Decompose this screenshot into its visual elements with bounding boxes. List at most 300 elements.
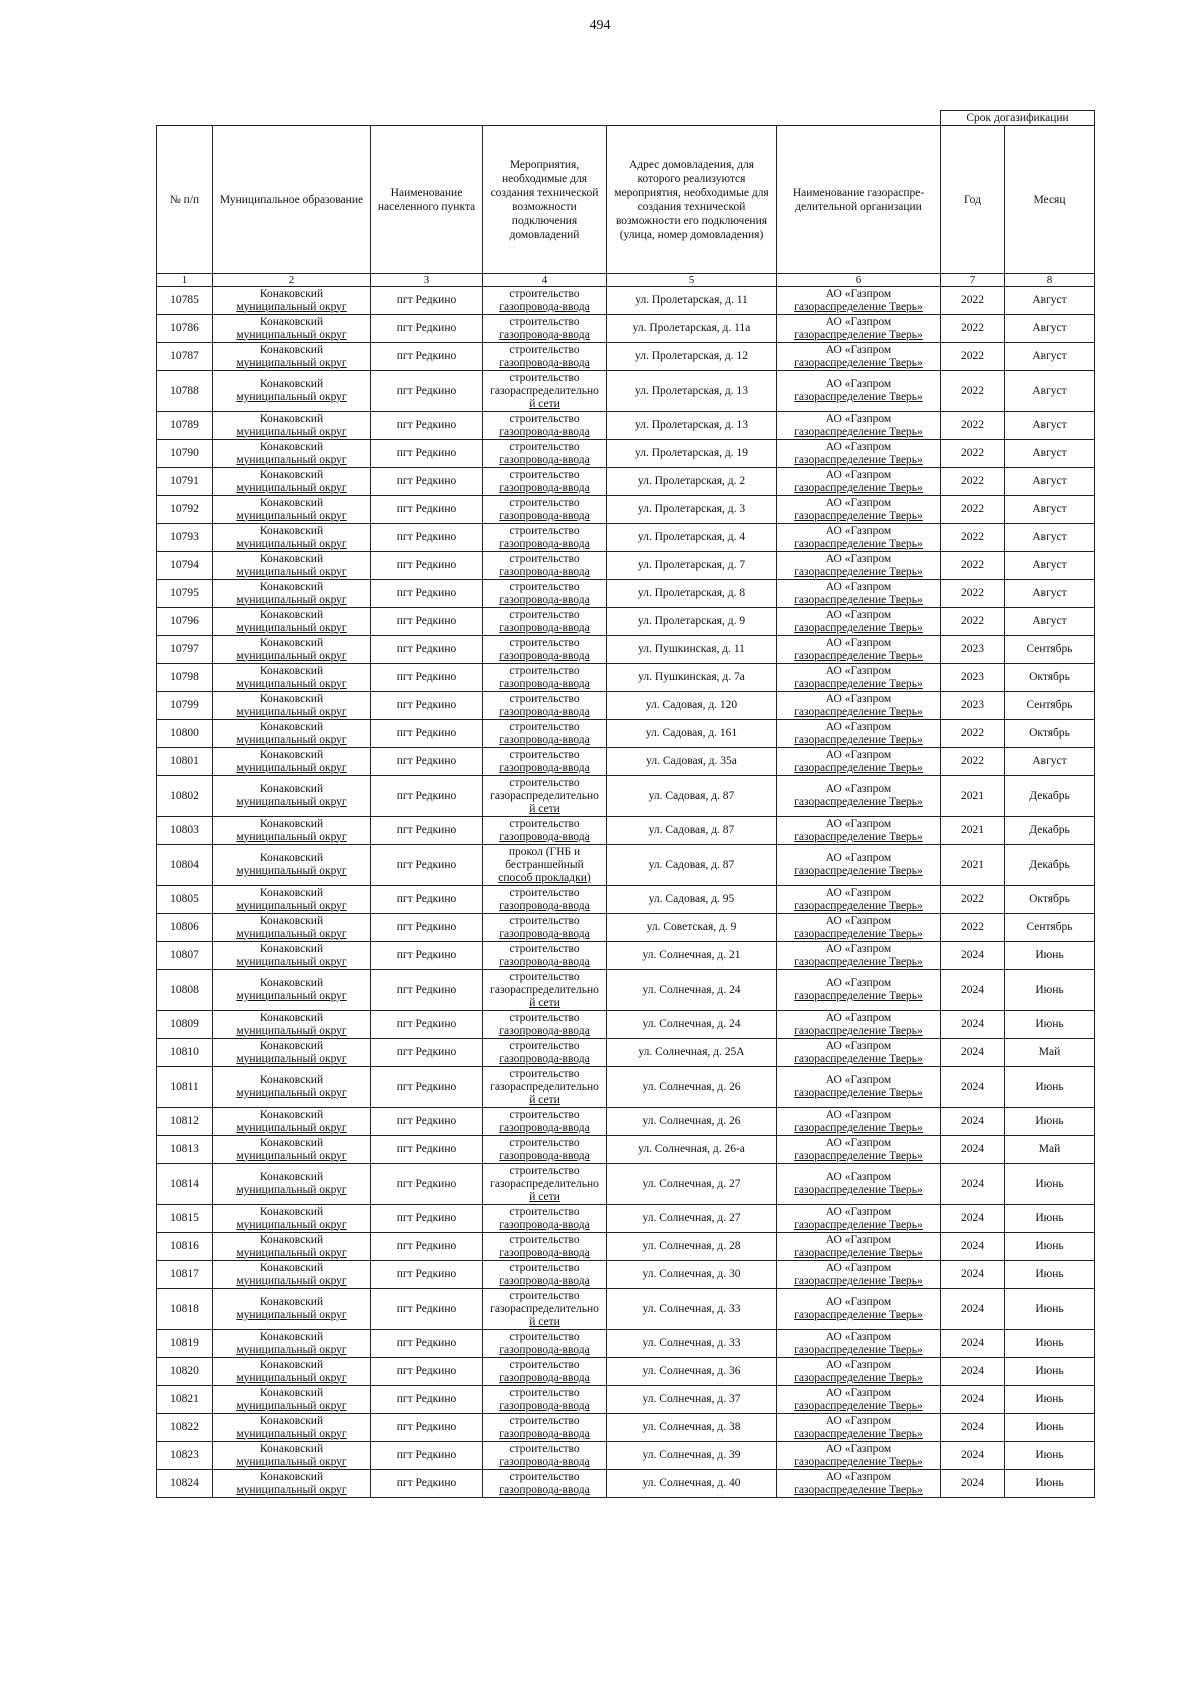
row-number: 10794 xyxy=(157,552,213,580)
year-cell: 2024 xyxy=(941,1358,1005,1386)
municipality-cell xyxy=(213,580,371,608)
address-cell: ул. Пушкинская, д. 7а xyxy=(607,664,777,692)
org-cell xyxy=(777,748,941,776)
month-cell: Декабрь xyxy=(1005,817,1095,845)
measure-cell-line: газопровода-ввода xyxy=(499,537,590,550)
measure-cell xyxy=(483,1414,607,1442)
org-cell xyxy=(777,914,941,942)
month-cell: Июнь xyxy=(1005,970,1095,1011)
header-address: Адрес домовладения, для которого реализуются мероприятия, необходимые для создания технической возможности его подключения (улица, номер домовладения) xyxy=(607,126,777,274)
month-cell: Сентябрь xyxy=(1005,636,1095,664)
settlement-cell: пгт Редкино xyxy=(371,748,483,776)
measure-cell-line: газопровода-ввода xyxy=(499,328,590,341)
org-cell xyxy=(777,1067,941,1108)
measure-cell-line: газопровода-ввода xyxy=(499,1246,590,1259)
measure-cell-line: газопровода-ввода xyxy=(499,593,590,606)
year-cell: 2022 xyxy=(941,287,1005,315)
address-cell: ул. Пролетарская, д. 19 xyxy=(607,440,777,468)
settlement-cell: пгт Редкино xyxy=(371,1011,483,1039)
municipality-cell xyxy=(213,371,371,412)
settlement-cell: пгт Редкино xyxy=(371,496,483,524)
month-cell: Август xyxy=(1005,287,1095,315)
org-cell-line: газораспределение Тверь» xyxy=(794,565,923,578)
municipality-cell xyxy=(213,817,371,845)
year-cell: 2022 xyxy=(941,371,1005,412)
org-cell xyxy=(777,412,941,440)
settlement-cell: пгт Редкино xyxy=(371,1386,483,1414)
table-row xyxy=(157,1233,1095,1261)
column-number: 3 xyxy=(371,274,483,287)
municipality-cell-line: муниципальный округ xyxy=(236,955,347,968)
row-number: 10800 xyxy=(157,720,213,748)
month-cell: Октябрь xyxy=(1005,664,1095,692)
measure-cell-line: газопровода-ввода xyxy=(499,1427,590,1440)
address-cell: ул. Садовая, д. 95 xyxy=(607,886,777,914)
org-cell-line: АО «Газпром xyxy=(825,748,892,761)
settlement-cell: пгт Редкино xyxy=(371,970,483,1011)
month-cell: Август xyxy=(1005,371,1095,412)
org-cell xyxy=(777,1011,941,1039)
municipality-cell-line: муниципальный округ xyxy=(236,1371,347,1384)
measure-cell-line: й сети xyxy=(529,1093,560,1106)
org-cell-line: газораспределение Тверь» xyxy=(794,705,923,718)
header-measures: Мероприятия, необходимые для создания технической возможности подключения домовладений xyxy=(483,126,607,274)
measure-cell xyxy=(483,496,607,524)
municipality-cell-line: Конаковский xyxy=(259,720,324,733)
measure-cell xyxy=(483,1470,607,1498)
month-cell: Октябрь xyxy=(1005,886,1095,914)
table-row xyxy=(157,914,1095,942)
table-row xyxy=(157,1164,1095,1205)
org-cell-line: газораспределение Тверь» xyxy=(794,1149,923,1162)
row-number: 10819 xyxy=(157,1330,213,1358)
month-cell: Июнь xyxy=(1005,1330,1095,1358)
table-row xyxy=(157,1442,1095,1470)
org-cell-line: газораспределение Тверь» xyxy=(794,509,923,522)
month-cell: Июнь xyxy=(1005,1386,1095,1414)
address-cell: ул. Пролетарская, д. 8 xyxy=(607,580,777,608)
year-cell: 2024 xyxy=(941,1164,1005,1205)
address-cell: ул. Садовая, д. 87 xyxy=(607,776,777,817)
measure-cell-line: й сети xyxy=(529,1315,560,1328)
year-cell: 2022 xyxy=(941,412,1005,440)
settlement-cell: пгт Редкино xyxy=(371,886,483,914)
address-cell: ул. Пушкинская, д. 11 xyxy=(607,636,777,664)
year-cell: 2022 xyxy=(941,440,1005,468)
municipality-cell xyxy=(213,1289,371,1330)
column-number: 4 xyxy=(483,274,607,287)
settlement-cell: пгт Редкино xyxy=(371,343,483,371)
settlement-cell: пгт Редкино xyxy=(371,1358,483,1386)
municipality-cell xyxy=(213,1136,371,1164)
month-cell: Август xyxy=(1005,608,1095,636)
org-cell-line: газораспределение Тверь» xyxy=(794,1087,923,1099)
measure-cell-line: газопровода-ввода xyxy=(499,1274,590,1287)
measure-cell-line: строительство xyxy=(509,817,580,830)
org-cell xyxy=(777,1330,941,1358)
address-cell: ул. Пролетарская, д. 11 xyxy=(607,287,777,315)
year-cell: 2022 xyxy=(941,914,1005,942)
municipality-cell-line: Конаковский xyxy=(259,608,324,621)
municipality-cell-line: муниципальный округ xyxy=(236,1184,347,1196)
measure-cell-line: газопровода-ввода xyxy=(499,899,590,912)
settlement-cell: пгт Редкино xyxy=(371,1261,483,1289)
municipality-cell-line: муниципальный округ xyxy=(236,1024,347,1037)
measure-cell-line: газопровода-ввода xyxy=(499,481,590,494)
measure-cell-line: строительство xyxy=(509,886,580,899)
settlement-cell: пгт Редкино xyxy=(371,942,483,970)
year-cell: 2023 xyxy=(941,664,1005,692)
address-cell: ул. Пролетарская, д. 11а xyxy=(607,315,777,343)
measure-cell xyxy=(483,1261,607,1289)
row-number: 10786 xyxy=(157,315,213,343)
row-number: 10807 xyxy=(157,942,213,970)
measure-cell-line: строительство xyxy=(509,1011,580,1024)
address-cell: ул. Садовая, д. 87 xyxy=(607,817,777,845)
table-header xyxy=(157,111,1095,287)
settlement-cell: пгт Редкино xyxy=(371,776,483,817)
municipality-cell-line: Конаковский xyxy=(259,817,324,830)
org-cell xyxy=(777,886,941,914)
settlement-cell: пгт Редкино xyxy=(371,552,483,580)
municipality-cell-line: муниципальный округ xyxy=(236,649,347,662)
org-cell xyxy=(777,692,941,720)
measure-cell xyxy=(483,914,607,942)
org-cell-line: АО «Газпром xyxy=(825,1108,892,1121)
org-cell-line: газораспределение Тверь» xyxy=(794,328,923,341)
org-cell-line: АО «Газпром xyxy=(825,315,892,328)
municipality-cell-line: муниципальный округ xyxy=(236,509,347,522)
settlement-cell: пгт Редкино xyxy=(371,1067,483,1108)
year-cell: 2024 xyxy=(941,1289,1005,1330)
row-number: 10824 xyxy=(157,1470,213,1498)
month-cell: Июнь xyxy=(1005,1164,1095,1205)
municipality-cell-line: муниципальный округ xyxy=(236,1246,347,1259)
municipality-cell-line: Конаковский xyxy=(259,580,324,593)
year-cell: 2022 xyxy=(941,524,1005,552)
measure-cell xyxy=(483,1386,607,1414)
row-number: 10791 xyxy=(157,468,213,496)
table-row xyxy=(157,748,1095,776)
table-body xyxy=(157,287,1095,1498)
municipality-cell-line: муниципальный округ xyxy=(236,1309,347,1321)
year-cell: 2024 xyxy=(941,1470,1005,1498)
measure-cell-line: газопровода-ввода xyxy=(499,1455,590,1468)
org-cell-line: газораспределение Тверь» xyxy=(794,927,923,940)
municipality-cell xyxy=(213,1386,371,1414)
year-cell: 2024 xyxy=(941,1330,1005,1358)
header-spacer xyxy=(157,111,941,126)
address-cell: ул. Солнечная, д. 37 xyxy=(607,1386,777,1414)
municipality-cell-line: муниципальный округ xyxy=(236,865,347,877)
municipality-cell-line: муниципальный округ xyxy=(236,328,347,341)
org-cell-line: АО «Газпром xyxy=(825,1386,892,1399)
measure-cell-line: строительство xyxy=(509,1414,580,1427)
municipality-cell-line: муниципальный округ xyxy=(236,300,347,313)
measure-cell-line: строительство xyxy=(509,914,580,927)
settlement-cell: пгт Редкино xyxy=(371,1164,483,1205)
municipality-cell-line: Конаковский xyxy=(259,692,324,705)
table-row xyxy=(157,440,1095,468)
year-cell: 2022 xyxy=(941,608,1005,636)
measure-cell-line: строительство xyxy=(509,776,580,789)
org-cell-line: АО «Газпром xyxy=(825,720,892,733)
month-cell: Август xyxy=(1005,580,1095,608)
municipality-cell-line: Конаковский xyxy=(259,636,324,649)
municipality-cell-line: Конаковский xyxy=(259,664,324,677)
org-cell-line: газораспределение Тверь» xyxy=(794,453,923,466)
org-cell-line: газораспределение Тверь» xyxy=(794,1343,923,1356)
year-cell: 2022 xyxy=(941,468,1005,496)
settlement-cell: пгт Редкино xyxy=(371,720,483,748)
org-cell-line: АО «Газпром xyxy=(825,692,892,705)
org-cell xyxy=(777,580,941,608)
municipality-cell xyxy=(213,664,371,692)
table-row xyxy=(157,1039,1095,1067)
org-cell-line: АО «Газпром xyxy=(825,580,892,593)
year-cell: 2024 xyxy=(941,1067,1005,1108)
org-cell-line: АО «Газпром xyxy=(825,1233,892,1246)
municipality-cell xyxy=(213,552,371,580)
measure-cell-line: газопровода-ввода xyxy=(499,621,590,634)
row-number: 10792 xyxy=(157,496,213,524)
settlement-cell: пгт Редкино xyxy=(371,1039,483,1067)
org-cell-line: газораспределение Тверь» xyxy=(794,1024,923,1037)
municipality-cell xyxy=(213,636,371,664)
month-cell: Июнь xyxy=(1005,942,1095,970)
org-cell xyxy=(777,817,941,845)
measure-cell-line: строительство xyxy=(509,1358,580,1371)
measure-cell-line: газопровода-ввода xyxy=(499,1399,590,1412)
municipality-cell-line: муниципальный округ xyxy=(236,1343,347,1356)
table-row xyxy=(157,412,1095,440)
municipality-cell-line: муниципальный округ xyxy=(236,621,347,634)
measure-cell xyxy=(483,817,607,845)
org-cell-line: АО «Газпром xyxy=(825,287,892,300)
month-cell: Июнь xyxy=(1005,1011,1095,1039)
month-cell: Июнь xyxy=(1005,1205,1095,1233)
year-cell: 2024 xyxy=(941,1261,1005,1289)
measure-cell xyxy=(483,1067,607,1108)
row-number: 10804 xyxy=(157,845,213,886)
measure-cell-line: газопровода-ввода xyxy=(499,955,590,968)
settlement-cell: пгт Редкино xyxy=(371,1205,483,1233)
row-number: 10823 xyxy=(157,1442,213,1470)
measure-cell-line: газопровода-ввода xyxy=(499,1024,590,1037)
municipality-cell-line: муниципальный округ xyxy=(236,1121,347,1134)
org-cell-line: АО «Газпром xyxy=(825,1358,892,1371)
municipality-cell-line: Конаковский xyxy=(259,468,324,481)
year-cell: 2022 xyxy=(941,315,1005,343)
measure-cell-line: й сети xyxy=(529,397,560,410)
municipality-cell-line: Конаковский xyxy=(259,552,324,565)
municipality-cell xyxy=(213,720,371,748)
measure-cell-line: газопровода-ввода xyxy=(499,1343,590,1356)
measure-cell xyxy=(483,1108,607,1136)
org-cell xyxy=(777,524,941,552)
org-cell-line: АО «Газпром xyxy=(825,664,892,677)
municipality-cell xyxy=(213,776,371,817)
municipality-cell xyxy=(213,412,371,440)
table-row xyxy=(157,287,1095,315)
measure-cell-line: газопровода-ввода xyxy=(499,733,590,746)
municipality-cell-line: муниципальный округ xyxy=(236,1483,347,1496)
org-cell-line: АО «Газпром xyxy=(825,783,892,795)
org-cell-line: АО «Газпром xyxy=(825,1470,892,1483)
org-cell xyxy=(777,1261,941,1289)
address-cell: ул. Солнечная, д. 33 xyxy=(607,1330,777,1358)
org-cell-line: АО «Газпром xyxy=(825,552,892,565)
measure-cell-line: газопровода-ввода xyxy=(499,1483,590,1496)
year-cell: 2022 xyxy=(941,748,1005,776)
municipality-cell xyxy=(213,1358,371,1386)
header-month: Месяц xyxy=(1005,126,1095,274)
municipality-cell-line: Конаковский xyxy=(259,440,324,453)
measure-cell xyxy=(483,371,607,412)
settlement-cell: пгт Редкино xyxy=(371,914,483,942)
column-number: 1 xyxy=(157,274,213,287)
measure-cell-line: строительство xyxy=(509,942,580,955)
measure-cell-line: газопровода-ввода xyxy=(499,1149,590,1162)
measure-cell-line: строительство xyxy=(509,1039,580,1052)
measure-cell xyxy=(483,748,607,776)
table-row xyxy=(157,468,1095,496)
measure-cell-line: газопровода-ввода xyxy=(499,425,590,438)
row-number: 10796 xyxy=(157,608,213,636)
row-number: 10815 xyxy=(157,1205,213,1233)
municipality-cell-line: Конаковский xyxy=(259,1470,324,1483)
year-cell: 2023 xyxy=(941,636,1005,664)
header-deadline-group: Срок догазификации xyxy=(941,111,1095,126)
row-number: 10818 xyxy=(157,1289,213,1330)
org-cell-line: газораспределение Тверь» xyxy=(794,1371,923,1384)
measure-cell-line: строительство xyxy=(509,1067,580,1080)
address-cell: ул. Солнечная, д. 26 xyxy=(607,1108,777,1136)
org-cell-line: АО «Газпром xyxy=(825,1330,892,1343)
address-cell: ул. Садовая, д. 87 xyxy=(607,845,777,886)
measure-cell xyxy=(483,468,607,496)
org-cell-line: АО «Газпром xyxy=(825,817,892,830)
org-cell xyxy=(777,720,941,748)
measure-cell xyxy=(483,552,607,580)
municipality-cell-line: муниципальный округ xyxy=(236,1218,347,1231)
settlement-cell: пгт Редкино xyxy=(371,1442,483,1470)
org-cell-line: АО «Газпром xyxy=(825,1296,892,1308)
org-cell-line: АО «Газпром xyxy=(825,914,892,927)
municipality-cell-line: муниципальный округ xyxy=(236,391,347,403)
municipality-cell xyxy=(213,315,371,343)
org-cell-line: АО «Газпром xyxy=(825,636,892,649)
org-cell xyxy=(777,664,941,692)
municipality-cell-line: Конаковский xyxy=(259,343,324,356)
column-number: 2 xyxy=(213,274,371,287)
org-cell-line: АО «Газпром xyxy=(825,886,892,899)
measure-cell-line: строительство xyxy=(509,287,580,300)
org-cell xyxy=(777,343,941,371)
municipality-cell-line: Конаковский xyxy=(259,1039,324,1052)
measure-cell-line: строительство xyxy=(509,1330,580,1343)
row-number: 10820 xyxy=(157,1358,213,1386)
org-cell xyxy=(777,845,941,886)
measure-cell xyxy=(483,1039,607,1067)
municipality-cell xyxy=(213,1261,371,1289)
settlement-cell: пгт Редкино xyxy=(371,845,483,886)
address-cell: ул. Пролетарская, д. 7 xyxy=(607,552,777,580)
measure-cell-line: строительство xyxy=(509,748,580,761)
row-number: 10799 xyxy=(157,692,213,720)
table-row xyxy=(157,845,1095,886)
row-number: 10789 xyxy=(157,412,213,440)
org-cell-line: газораспределение Тверь» xyxy=(794,1246,923,1259)
measure-cell xyxy=(483,970,607,1011)
measure-cell-line: строительство xyxy=(509,496,580,509)
org-cell-line: АО «Газпром xyxy=(825,496,892,509)
municipality-cell xyxy=(213,287,371,315)
measure-cell-line: газопровода-ввода xyxy=(499,677,590,690)
municipality-cell-line: муниципальный округ xyxy=(236,796,347,808)
measure-cell-line: строительство xyxy=(509,1205,580,1218)
measure-cell xyxy=(483,440,607,468)
row-number: 10788 xyxy=(157,371,213,412)
column-number: 6 xyxy=(777,274,941,287)
measure-cell-line: строительство xyxy=(509,1233,580,1246)
measure-cell-line: строительство xyxy=(509,1442,580,1455)
measure-cell xyxy=(483,1330,607,1358)
municipality-cell-line: Конаковский xyxy=(259,524,324,537)
municipality-cell xyxy=(213,343,371,371)
row-number: 10790 xyxy=(157,440,213,468)
municipality-cell-line: Конаковский xyxy=(259,412,324,425)
measure-cell xyxy=(483,1205,607,1233)
municipality-cell-line: муниципальный округ xyxy=(236,1399,347,1412)
municipality-cell-line: муниципальный округ xyxy=(236,733,347,746)
org-cell xyxy=(777,1205,941,1233)
address-cell: ул. Пролетарская, д. 9 xyxy=(607,608,777,636)
month-cell: Июнь xyxy=(1005,1442,1095,1470)
table-row xyxy=(157,496,1095,524)
table-row xyxy=(157,608,1095,636)
settlement-cell: пгт Редкино xyxy=(371,371,483,412)
municipality-cell-line: Конаковский xyxy=(259,287,324,300)
table-row xyxy=(157,1386,1095,1414)
measure-cell-line: й сети xyxy=(529,802,560,815)
municipality-cell-line: Конаковский xyxy=(259,1261,324,1274)
row-number: 10793 xyxy=(157,524,213,552)
org-cell-line: газораспределение Тверь» xyxy=(794,621,923,634)
measure-cell-line: газопровода-ввода xyxy=(499,1052,590,1065)
municipality-cell-line: Конаковский xyxy=(259,1205,324,1218)
year-cell: 2024 xyxy=(941,1205,1005,1233)
column-number: 7 xyxy=(941,274,1005,287)
month-cell: Август xyxy=(1005,552,1095,580)
municipality-cell-line: муниципальный округ xyxy=(236,927,347,940)
measure-cell-line: газопровода-ввода xyxy=(499,356,590,369)
row-number: 10795 xyxy=(157,580,213,608)
org-cell-line: газораспределение Тверь» xyxy=(794,677,923,690)
row-number: 10817 xyxy=(157,1261,213,1289)
municipality-cell xyxy=(213,1011,371,1039)
settlement-cell: пгт Редкино xyxy=(371,580,483,608)
measure-cell-line: бестраншейный xyxy=(505,858,584,871)
municipality-cell-line: Конаковский xyxy=(259,1108,324,1121)
month-cell: Декабрь xyxy=(1005,845,1095,886)
org-cell xyxy=(777,1039,941,1067)
measure-cell-line: газораспределительно xyxy=(490,983,599,996)
month-cell: Октябрь xyxy=(1005,720,1095,748)
table-row xyxy=(157,371,1095,412)
settlement-cell: пгт Редкино xyxy=(371,524,483,552)
org-cell-line: газораспределение Тверь» xyxy=(794,425,923,438)
